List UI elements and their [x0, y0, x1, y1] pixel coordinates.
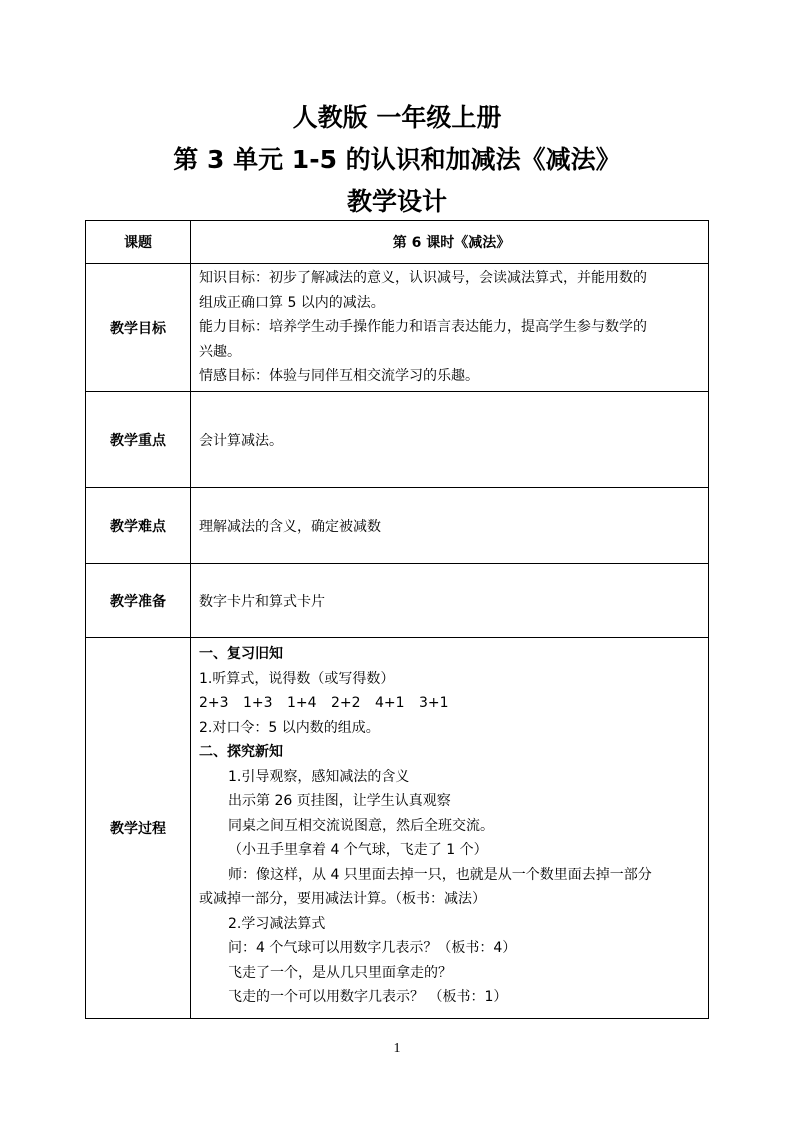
row-goals — [86, 264, 709, 392]
row-topic — [86, 221, 709, 264]
process-item: 飞走的一个可以用数字几表示？ （板书：1） — [228, 989, 508, 1005]
label-key: 教学重点 — [86, 392, 191, 488]
review-heading: 一、复习旧知 — [199, 646, 283, 662]
process-item: 1.引导观察，感知减法的含义 — [228, 768, 410, 785]
label-process: 教学过程 — [86, 638, 191, 1019]
calc-item: 1+4 — [287, 695, 317, 711]
doc-title-line1: 人教版 一年级上册 — [292, 103, 502, 132]
row-key — [86, 392, 709, 488]
label-goals: 教学目标 — [86, 264, 191, 392]
label-prep: 教学准备 — [86, 564, 191, 638]
page-number: 1 — [393, 1041, 401, 1056]
value-difficulty: 理解减法的含义，确定被减数 — [191, 488, 709, 564]
process-item: 问：4 个气球可以用数字几表示？（板书：4） — [228, 940, 517, 956]
process-item: 出示第 26 页挂图，让学生认真观察 — [228, 793, 451, 809]
value-topic: 第 6 课时《减法》 — [191, 221, 709, 264]
process-item: 2.对口令：5 以内数的组成。 — [199, 719, 380, 736]
row-process — [86, 638, 709, 1019]
process-item: 2.学习减法算式 — [228, 915, 326, 932]
process-item: 师：像这样，从 4 只里面去掉一只，也就是从一个数里面去掉一部分 — [228, 866, 652, 883]
goal-line: 知识目标：初步了解减法的意义，认识减号，会读减法算式，并能用数的 — [199, 270, 647, 287]
process-item: 或减掉一部分，要用减法计算。（板书：减法） — [199, 891, 486, 907]
calc-item: 2+2 — [331, 695, 361, 711]
doc-title-line3: 教学设计 — [346, 187, 447, 216]
label-topic: 课题 — [86, 221, 191, 264]
explore-heading: 二、探究新知 — [199, 744, 283, 760]
doc-title-line2: 第 3 单元 1-5 的认识和加减法《减法》 — [173, 145, 621, 174]
goal-line: 组成正确口算 5 以内的减法。 — [199, 294, 385, 311]
calc-item: 4+1 — [375, 695, 405, 711]
row-prep — [86, 564, 709, 638]
lesson-plan-table — [85, 220, 709, 1019]
value-process — [191, 638, 709, 1019]
process-item: 飞走了一个，是从几只里面拿走的？ — [228, 964, 452, 981]
goal-line: 兴趣。 — [199, 343, 241, 360]
process-item: （小丑手里拿着 4 个气球，飞走了 1 个） — [228, 842, 488, 858]
calc-item: 3+1 — [419, 695, 449, 711]
value-goals — [191, 264, 709, 392]
calc-row — [199, 691, 704, 716]
calc-item: 1+3 — [243, 695, 273, 711]
label-difficulty: 教学难点 — [86, 488, 191, 564]
value-prep: 数字卡片和算式卡片 — [191, 564, 709, 638]
calc-item: 2+3 — [199, 695, 229, 711]
goal-line: 能力目标：培养学生动手操作能力和语言表达能力，提高学生参与数学的 — [199, 319, 647, 336]
goal-line: 情感目标：体验与同伴互相交流学习的乐趣。 — [199, 368, 479, 385]
row-difficulty — [86, 488, 709, 564]
process-item: 同桌之间互相交流说图意，然后全班交流。 — [228, 817, 494, 834]
value-key: 会计算减法。 — [191, 392, 709, 488]
process-item: 1.听算式，说得数（或写得数） — [199, 670, 395, 687]
